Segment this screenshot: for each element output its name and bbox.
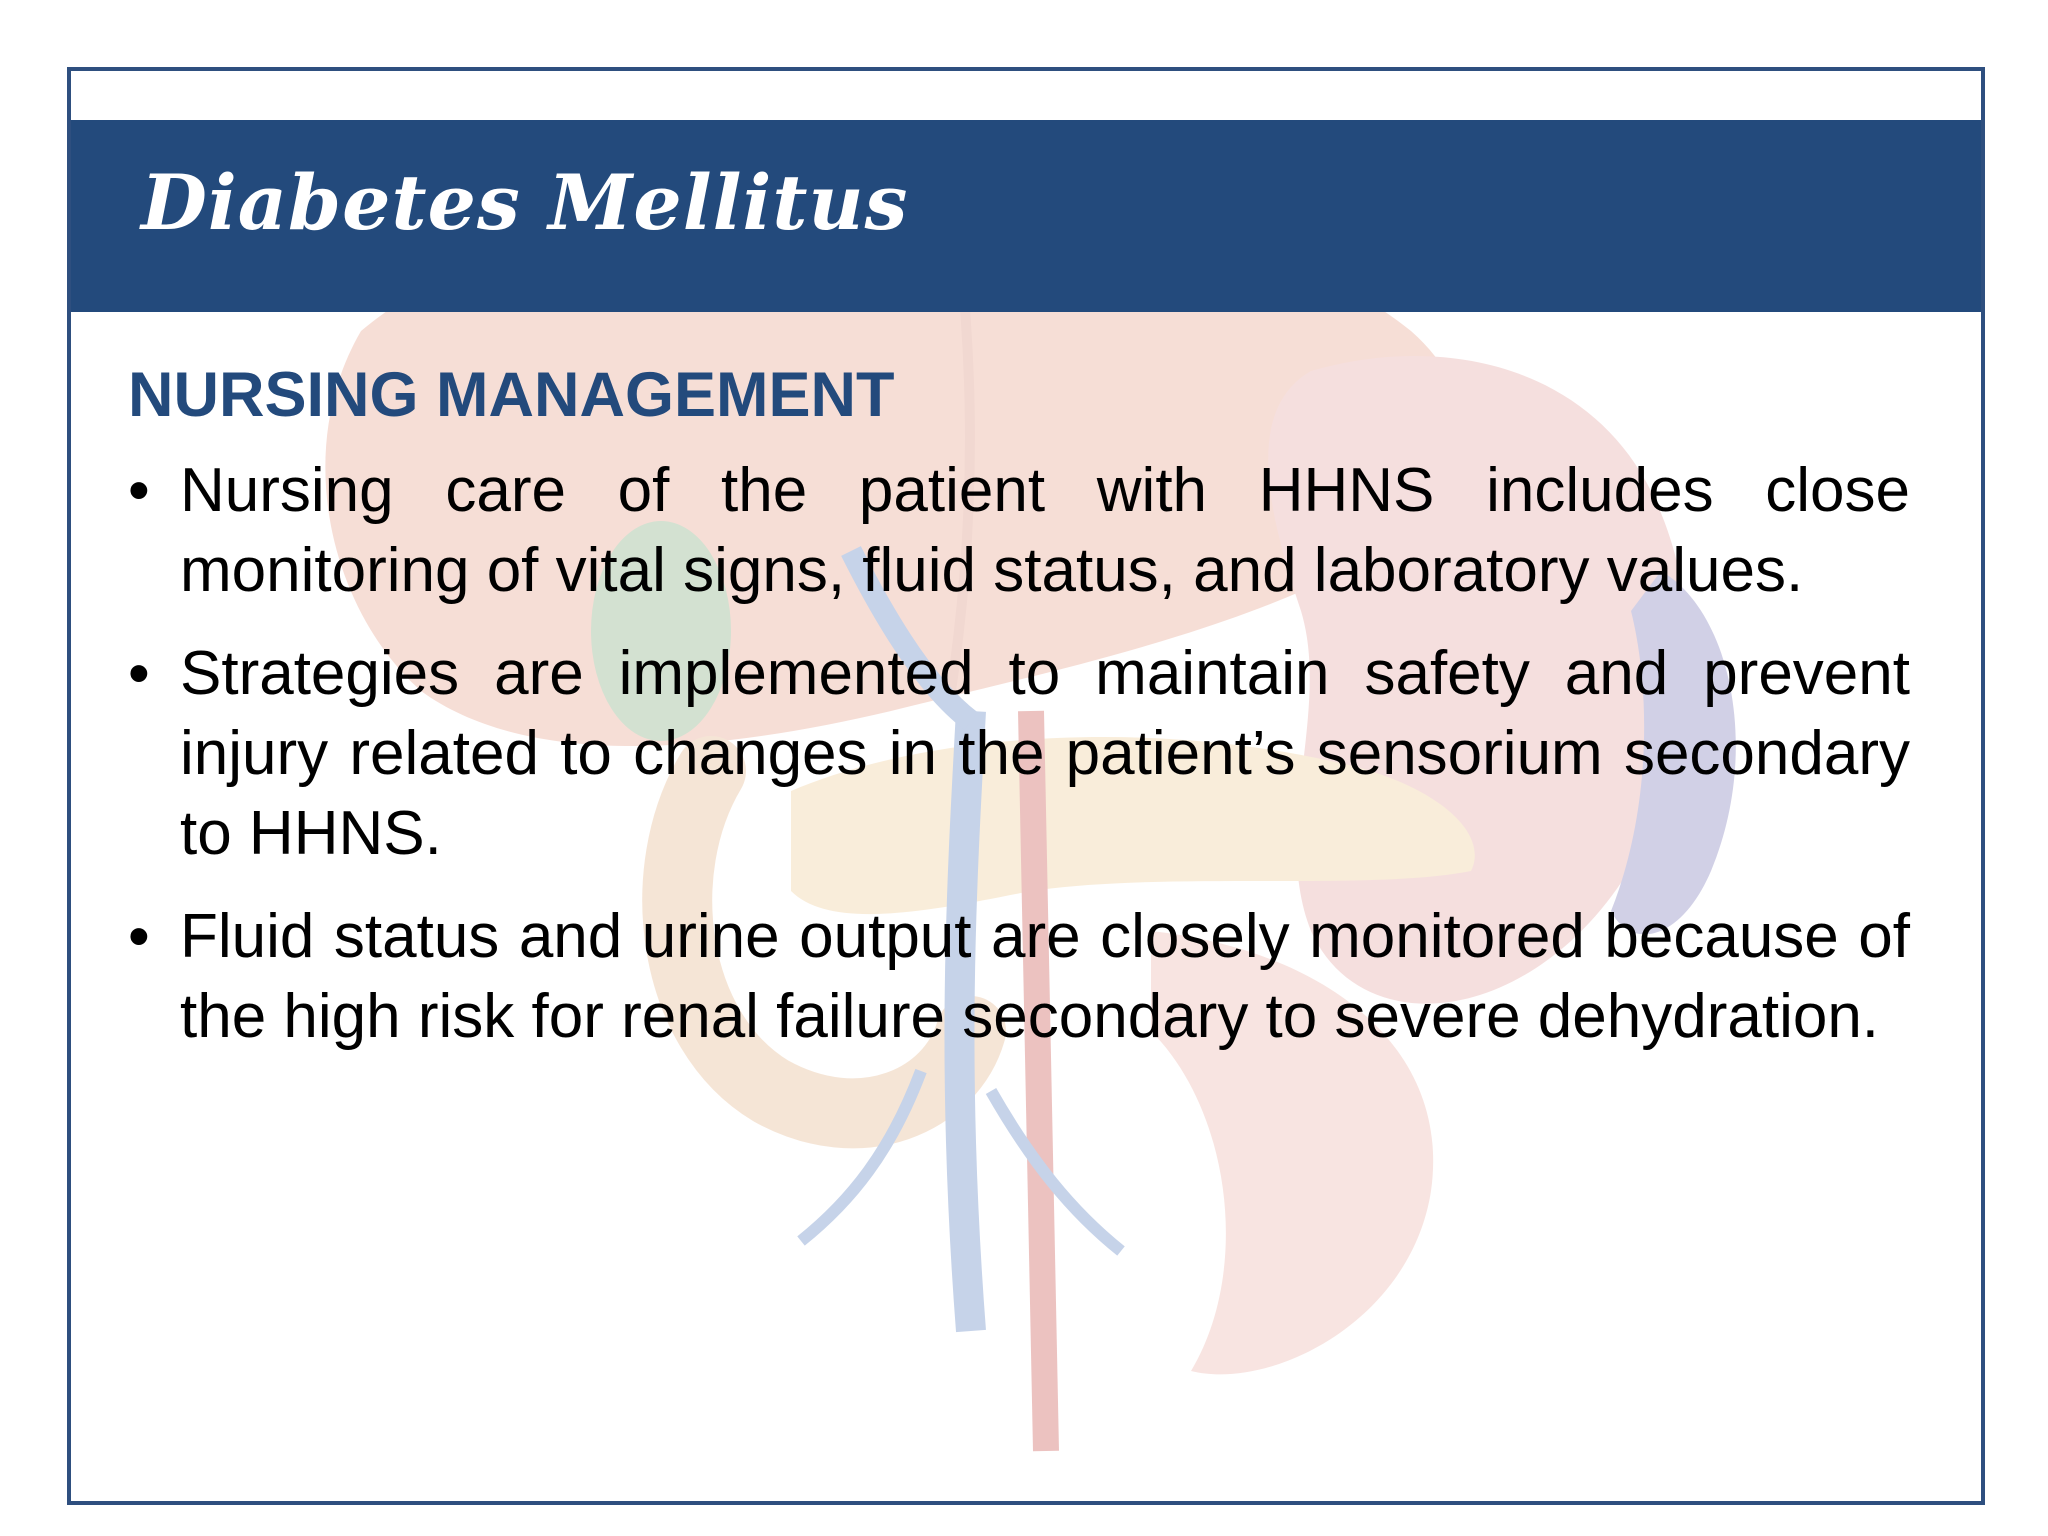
bullet-text: Strategies are implemented to maintain safety and prevent injury related to changes in the patient’s sensorium secondary to HHNS. [180, 639, 1910, 868]
bullet-list [128, 451, 1910, 1080]
section-heading: NURSING MANAGEMENT [128, 360, 895, 430]
slide-title: Diabetes Mellitus [141, 158, 909, 247]
bullet-text: Fluid status and urine output are closely monitored because of the high risk for renal failure secondary to severe dehydration. [180, 902, 1910, 1051]
slide-frame [67, 67, 1985, 1505]
bullet-text: Nursing care of the patient with HHNS includes close monitoring of vital signs, fluid status, and laboratory values. [180, 456, 1910, 605]
slide-content [71, 71, 1981, 1501]
bullet-marker: • [128, 456, 150, 525]
bullet-marker: • [128, 639, 150, 708]
bullet-marker: • [128, 902, 150, 971]
bullet-item [128, 897, 1910, 1057]
bullet-item [128, 451, 1910, 611]
bullet-item [128, 634, 1910, 874]
